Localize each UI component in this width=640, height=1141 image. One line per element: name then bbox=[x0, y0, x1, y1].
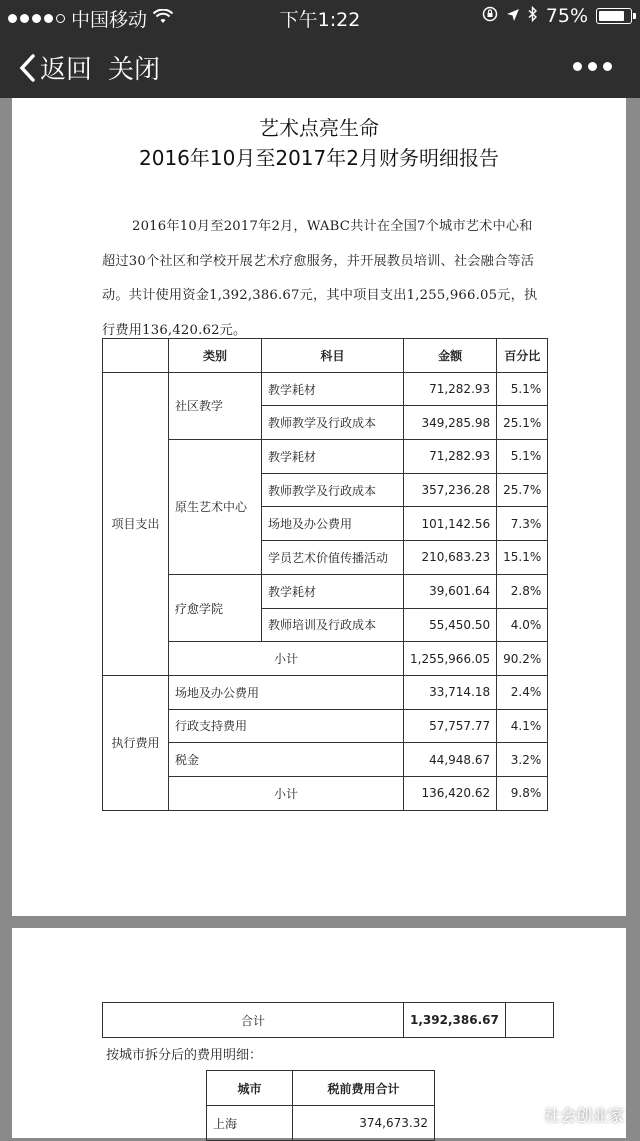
table-row bbox=[103, 709, 548, 743]
subtotal-label: 小计 bbox=[169, 776, 404, 810]
section-exec: 执行费用 bbox=[103, 675, 169, 810]
subtotal-percent: 9.8% bbox=[497, 776, 548, 810]
total-table bbox=[102, 1002, 554, 1038]
amount-cell: 57,757.77 bbox=[404, 709, 497, 743]
finance-table bbox=[102, 338, 548, 811]
item-cell: 税金 bbox=[169, 743, 404, 777]
item-cell: 教学耗材 bbox=[262, 440, 404, 474]
category-healing: 疗愈学院 bbox=[169, 574, 262, 641]
report-page-1 bbox=[12, 98, 626, 916]
total-amount: 1,392,386.67 bbox=[404, 1003, 506, 1038]
bluetooth-icon bbox=[528, 5, 538, 27]
total-label: 合计 bbox=[103, 1003, 404, 1038]
back-label: 返回 bbox=[40, 55, 93, 85]
battery-percent: 75% bbox=[545, 5, 588, 27]
table-header: 类别 bbox=[169, 339, 262, 373]
carrier-name: 中国移动 bbox=[71, 9, 148, 31]
percent-cell: 5.1% bbox=[497, 440, 548, 474]
status-bar bbox=[0, 0, 640, 34]
city-row bbox=[207, 1106, 435, 1141]
item-cell: 场地及办公费用 bbox=[262, 507, 404, 541]
account-watermark bbox=[512, 1103, 624, 1126]
city-breakdown-note: 按城市拆分后的费用明细： bbox=[106, 1048, 263, 1063]
city-table bbox=[206, 1070, 435, 1141]
city-name: 上海 bbox=[207, 1106, 293, 1141]
item-cell: 教师教学及行政成本 bbox=[262, 406, 404, 440]
table-row bbox=[103, 675, 548, 709]
percent-cell: 4.1% bbox=[497, 709, 548, 743]
amount-cell: 71,282.93 bbox=[404, 440, 497, 474]
nav-bar bbox=[0, 34, 640, 98]
amount-cell: 44,948.67 bbox=[404, 743, 497, 777]
wechat-icon bbox=[512, 1105, 538, 1125]
table-header: 金额 bbox=[404, 339, 497, 373]
table-header: 科目 bbox=[262, 339, 404, 373]
table-row bbox=[103, 440, 548, 474]
subtotal-percent: 90.2% bbox=[497, 642, 548, 676]
amount-cell: 71,282.93 bbox=[404, 372, 497, 406]
chevron-left-icon bbox=[18, 53, 36, 83]
item-cell: 教学耗材 bbox=[262, 372, 404, 406]
table-header: 百分比 bbox=[497, 339, 548, 373]
table-header: 城市 bbox=[207, 1071, 293, 1106]
table-header-row bbox=[103, 339, 548, 373]
amount-cell: 210,683.23 bbox=[404, 541, 497, 575]
subtotal-row bbox=[103, 776, 548, 810]
percent-cell: 2.8% bbox=[497, 574, 548, 608]
percent-cell: 25.7% bbox=[497, 473, 548, 507]
percent-cell: 15.1% bbox=[497, 541, 548, 575]
subtotal-label: 小计 bbox=[169, 642, 404, 676]
percent-cell: 2.4% bbox=[497, 675, 548, 709]
city-header-row bbox=[207, 1071, 435, 1106]
percent-cell: 7.3% bbox=[497, 507, 548, 541]
table-header: 税前费用合计 bbox=[293, 1071, 435, 1106]
section-project: 项目支出 bbox=[103, 372, 169, 675]
amount-cell: 33,714.18 bbox=[404, 675, 497, 709]
amount-cell: 357,236.28 bbox=[404, 473, 497, 507]
table-row bbox=[103, 574, 548, 608]
item-cell: 学员艺术价值传播活动 bbox=[262, 541, 404, 575]
percent-cell: 5.1% bbox=[497, 372, 548, 406]
percent-cell: 25.1% bbox=[497, 406, 548, 440]
table-row bbox=[103, 743, 548, 777]
percent-cell: 3.2% bbox=[497, 743, 548, 777]
item-cell: 教学耗材 bbox=[262, 574, 404, 608]
rotation-lock-icon bbox=[482, 5, 498, 27]
city-amount: 374,673.32 bbox=[293, 1106, 435, 1141]
location-icon bbox=[506, 5, 520, 27]
total-row bbox=[103, 1003, 554, 1038]
item-cell: 教师教学及行政成本 bbox=[262, 473, 404, 507]
close-button[interactable]: 关闭 bbox=[108, 55, 161, 85]
item-cell: 行政支持费用 bbox=[169, 709, 404, 743]
table-header bbox=[103, 339, 169, 373]
item-cell: 场地及办公费用 bbox=[169, 675, 404, 709]
watermark-text: 社会创业家 bbox=[543, 1106, 624, 1125]
category-community: 社区教学 bbox=[169, 372, 262, 439]
subtotal-amount: 1,255,966.05 bbox=[404, 642, 497, 676]
battery-icon bbox=[596, 8, 632, 24]
category-yuansheng: 原生艺术中心 bbox=[169, 440, 262, 575]
more-options-icon[interactable] bbox=[573, 62, 612, 71]
amount-cell: 55,450.50 bbox=[404, 608, 497, 642]
total-percent-cell bbox=[505, 1003, 553, 1038]
status-time: 下午1:22 bbox=[279, 9, 361, 31]
report-title: 艺术点亮生命 bbox=[259, 116, 379, 140]
subtotal-row bbox=[103, 642, 548, 676]
report-subtitle: 2016年10月至2017年2月财务明细报告 bbox=[139, 146, 499, 170]
amount-cell: 39,601.64 bbox=[404, 574, 497, 608]
amount-cell: 349,285.98 bbox=[404, 406, 497, 440]
amount-cell: 101,142.56 bbox=[404, 507, 497, 541]
report-intro: 2016年10月至2017年2月，WABC共计在全国7个城市艺术中心和超过30个社区和学校开展艺术疗愈服务，并开展教员培训、社会融合等活动。共计使用资金1,392,386.67元，其中项目支出1,255,966.05元，执行费用136,420.62元。 bbox=[102, 219, 538, 338]
table-row bbox=[103, 372, 548, 406]
percent-cell: 4.0% bbox=[497, 608, 548, 642]
back-button[interactable] bbox=[18, 49, 92, 86]
subtotal-amount: 136,420.62 bbox=[404, 776, 497, 810]
item-cell: 教师培训及行政成本 bbox=[262, 608, 404, 642]
